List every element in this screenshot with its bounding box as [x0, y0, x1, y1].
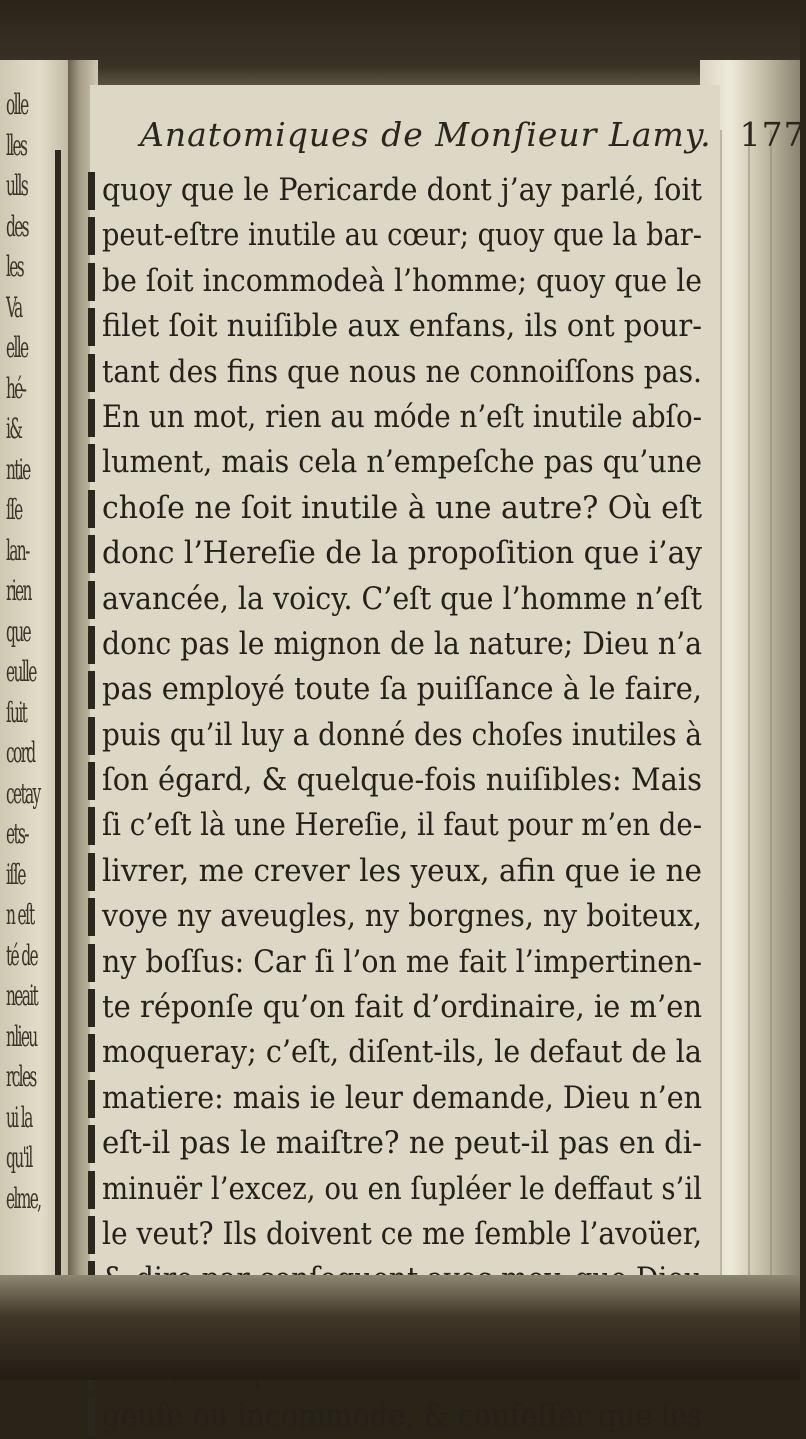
text-line-content: ny boſſus: Car ſi l’on me fait l’impertinen-	[102, 943, 702, 980]
margin-bar	[88, 490, 95, 528]
left-page-fragment: i&	[6, 412, 22, 445]
text-line-content: be ſoit incommodeà l’homme; quoy que le	[102, 262, 702, 299]
left-page-fragment: ntie	[6, 452, 30, 486]
page-edge-line	[748, 130, 750, 1330]
text-line	[88, 440, 702, 485]
left-page-fragment: lan-	[6, 533, 29, 567]
text-line	[88, 894, 702, 939]
text-line	[88, 577, 702, 622]
margin-bar	[88, 1171, 95, 1209]
scan-top-shadow	[0, 0, 800, 95]
text-line-content: peut-eſtre inutile au cœur; quoy que la bar-	[102, 217, 702, 254]
text-line	[88, 940, 702, 985]
margin-bar	[88, 308, 95, 346]
text-line	[88, 350, 702, 395]
text-line	[88, 304, 702, 349]
left-page-fragment: elle	[6, 331, 28, 364]
page-number: 177	[739, 115, 806, 154]
margin-bar	[88, 172, 95, 210]
left-page-fragment: rcles	[6, 1060, 36, 1093]
text-line-content: livrer, me crever les yeux, afin que ie ne	[102, 852, 702, 889]
left-page-fragment: que	[6, 614, 30, 648]
text-line-content: pas employé toute ſa puiſſance à le faire,	[102, 671, 702, 708]
text-line	[88, 213, 702, 258]
margin-bar	[88, 717, 95, 755]
margin-bar	[88, 535, 95, 573]
margin-bar	[88, 1080, 95, 1118]
left-page-fragment: neait	[6, 979, 38, 1012]
margin-bar	[88, 1216, 95, 1254]
margin-bar	[88, 263, 95, 301]
running-head-title: Anatomiques de Monſieur Lamy.	[140, 115, 712, 154]
text-line	[88, 1076, 702, 1121]
margin-bar	[88, 1125, 95, 1163]
text-line-content: eſt-il pas le maiſtre? ne peut-il pas en di-	[102, 1125, 702, 1162]
text-line	[88, 259, 702, 304]
text-line	[88, 395, 702, 440]
margin-bar	[88, 807, 95, 845]
left-page-fragment: les	[6, 250, 23, 283]
margin-bar	[88, 1034, 95, 1072]
text-line-content: lument, mais cela n’empeſche pas qu’une	[102, 444, 702, 481]
text-line-content: moqueray; c’eſt, diſent-ils, le defaut de la	[102, 1034, 702, 1071]
margin-bar	[88, 581, 95, 619]
text-line	[88, 803, 702, 848]
page-border-rule	[55, 150, 61, 1280]
margin-bar	[88, 944, 95, 982]
left-page-fragment: qu'il	[6, 1141, 32, 1174]
left-page-fragment: ulls	[6, 169, 28, 202]
margin-bar	[88, 898, 95, 936]
text-line	[88, 1167, 702, 1212]
left-page-fragment: ui la	[6, 1100, 32, 1134]
margin-bar	[88, 762, 95, 800]
text-line	[88, 849, 702, 894]
text-line-content: filet ſoit nuiſible aux enfans, ils ont pour-	[102, 308, 702, 345]
scan-bottom-shadow	[0, 1275, 800, 1380]
text-line	[88, 168, 702, 213]
body-text	[88, 168, 702, 1439]
margin-bar	[88, 399, 95, 437]
left-page-fragment: elme,	[6, 1181, 41, 1215]
text-line-content: te réponſe qu’on fait d’ordinaire, ie m’en	[102, 989, 702, 1026]
left-page-fragment: n eſt	[6, 898, 34, 931]
text-line-content: tant des fins que nous ne connoiſſons pas.	[102, 353, 702, 390]
left-page-fragment: ets-	[6, 817, 28, 850]
page-edge-line	[770, 130, 772, 1330]
text-line-content: ſon égard, & quelque-fois nuiſibles: Mais	[102, 762, 702, 799]
left-page-fragment: olle	[6, 88, 28, 121]
text-line	[88, 1121, 702, 1166]
margin-bar	[88, 671, 95, 709]
text-line-content: puis qu’il luy a donné des choſes inutiles à	[102, 716, 702, 753]
text-line-content: minuër l’excez, ou en ſupléer le deffaut s’il	[102, 1170, 702, 1207]
text-line-content: En un mot, rien au móde n’eſt inutile abſo-	[102, 398, 702, 435]
margin-bar	[88, 1398, 95, 1436]
text-line-content: avancée, la voicy. C’eſt que l’homme n’eſt	[102, 580, 702, 617]
margin-bar	[88, 217, 95, 255]
margin-bar	[88, 354, 95, 392]
left-page-fragment: des	[6, 209, 28, 243]
text-line	[88, 985, 702, 1030]
text-line	[88, 1212, 702, 1257]
text-line	[88, 486, 702, 531]
left-page-fragment: ſuit	[6, 695, 27, 729]
text-line	[88, 531, 702, 576]
text-line-content: donc pas le mignon de la nature; Dieu n’a	[102, 625, 702, 662]
left-page-fragment: Va	[6, 290, 22, 324]
margin-bar	[88, 853, 95, 891]
left-page-fragment: té de	[6, 938, 37, 972]
text-line-content: donc l’Hereſie de la propoſition que i’ay	[102, 535, 702, 572]
text-line	[88, 1394, 702, 1439]
left-page-fragment: lles	[6, 128, 27, 162]
text-line	[88, 713, 702, 758]
left-page-fragment: iſſe	[6, 857, 25, 891]
text-line-content: le veut? Ils doivent ce me ſemble l’avoüer,	[102, 1215, 702, 1252]
page-edge-line	[720, 130, 722, 1330]
left-page-fragment: rien	[6, 574, 31, 607]
left-page-fragment: eulle	[6, 655, 36, 688]
text-line-content: quoy que le Pericarde dont j’ay parlé, ſoit	[102, 172, 702, 208]
left-page-fragment: cord	[6, 736, 35, 769]
text-line-content: ſi c’eſt là une Hereſie, il faut pour m’en de-	[102, 807, 702, 844]
text-line-content: voye ny aveugles, ny borgnes, ny boiteux,	[102, 898, 702, 935]
margin-bar	[88, 444, 95, 482]
text-line	[88, 758, 702, 803]
text-line-content: geuſe ou incommode, & confeſſer que les	[102, 1397, 702, 1434]
text-line	[88, 1030, 702, 1075]
left-page-fragment: ſſe	[6, 493, 22, 526]
text-line-content: choſe ne ſoit inutile à une autre? Où eſt	[102, 489, 702, 526]
left-page-fragment: nlieu	[6, 1019, 37, 1053]
left-page-fragment: cetay	[6, 776, 40, 810]
left-page-fragment: hé-	[6, 371, 26, 405]
running-head	[140, 115, 806, 154]
text-line	[88, 622, 702, 667]
text-line	[88, 667, 702, 712]
text-line-content: matiere: mais ie leur demande, Dieu n’en	[102, 1079, 702, 1116]
margin-bar	[88, 626, 95, 664]
margin-bar	[88, 989, 95, 1027]
